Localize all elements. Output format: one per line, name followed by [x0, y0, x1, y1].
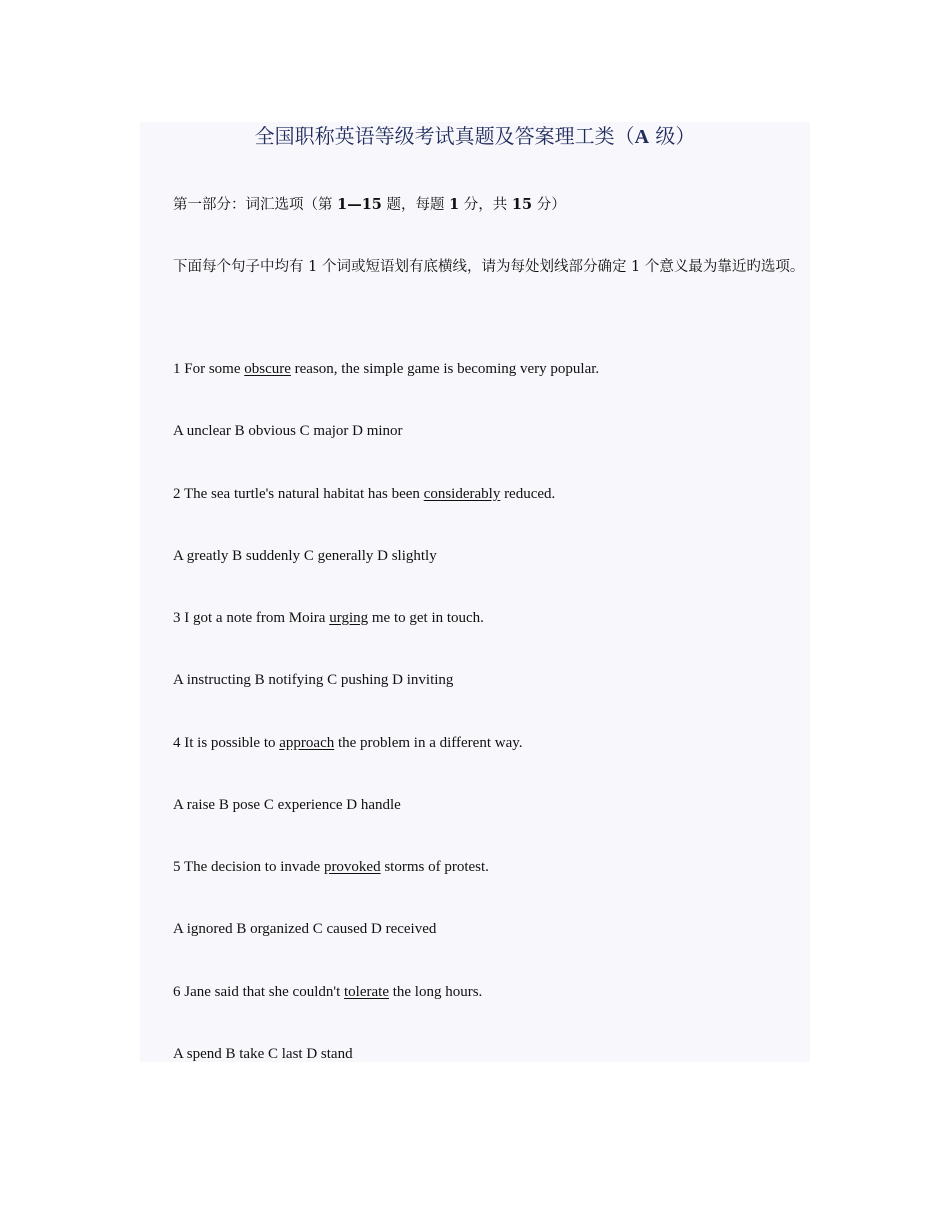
question-4-options: A raise B pose C experience D handle	[173, 797, 401, 813]
question-4: 4 It is possible to approach the problem in a different way.	[173, 735, 523, 751]
document-title: 全国职称英语等级考试真题及答案理工类（A 级）	[254, 124, 696, 148]
question-6: 6 Jane said that she couldn't tolerate the long hours.	[173, 984, 483, 1000]
underlined-word: obscure	[244, 361, 291, 377]
question-3: 3 I got a note from Moira urging me to get in touch.	[173, 610, 484, 626]
question-2-options: A greatly B suddenly C generally D slightly	[173, 548, 437, 564]
question-6-options: A spend B take C last D stand	[173, 1046, 353, 1062]
underlined-word: provoked	[323, 859, 381, 875]
underlined-word: tolerate	[344, 984, 389, 1000]
question-1-options: A unclear B obvious C major D minor	[173, 423, 403, 439]
underlined-word: urging	[329, 610, 369, 626]
part1-heading: 第一部分：词汇选项（第 1—15 题，每题 1 分，共 15 分）	[173, 196, 566, 213]
question-2: 2 The sea turtle's natural habitat has been considerably reduced.	[173, 486, 556, 502]
question-3-options: A instructing B notifying C pushing D inviting	[173, 672, 454, 688]
question-5: 5 The decision to invade provoked storms of protest.	[173, 859, 489, 875]
instruction-paragraph: 下面每个句子中均有 1 个词或短语划有底横线，请为每处划线部分确定 1 个意义最为靠近旳选项。	[173, 259, 805, 275]
underlined-word: considerably	[423, 486, 501, 502]
underlined-word: approach	[279, 735, 335, 751]
question-1: 1 For some obscure reason, the simple game is becoming very popular.	[173, 361, 600, 377]
question-5-options: A ignored B organized C caused D received	[173, 921, 437, 937]
